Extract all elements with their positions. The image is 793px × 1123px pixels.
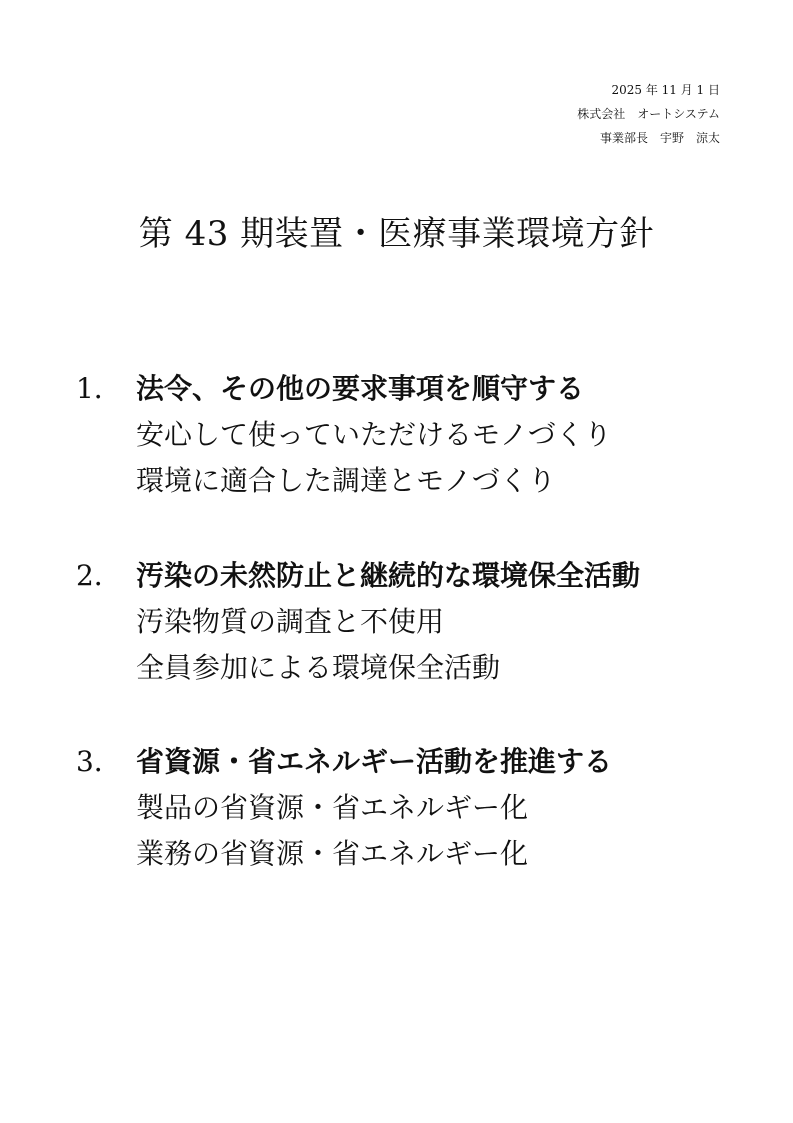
policy-item: 製品の省資源・省エネルギー化	[136, 791, 529, 824]
page-title: 第 43 期装置・医療事業環境方針	[138, 214, 655, 254]
policy-number: 3．	[76, 745, 122, 778]
policy-heading-text: 法令、その他の要求事項を順守する	[136, 372, 585, 405]
policy-number: 1．	[76, 372, 122, 405]
policy-item: 全員参加による環境保全活動	[136, 651, 501, 684]
policy-number: 2．	[76, 559, 122, 592]
company-name: 株式会社 オートシステム	[577, 107, 720, 121]
policy-heading	[76, 553, 766, 599]
policy-heading	[76, 366, 766, 412]
policy-item: 安心して使っていただけるモノづくり	[136, 418, 612, 451]
policy-section-1	[76, 366, 766, 504]
policy-section-2	[76, 553, 766, 691]
author-name: 事業部長 宇野 涼太	[599, 131, 720, 145]
policy-item: 汚染物質の調査と不使用	[136, 605, 445, 638]
document-header	[577, 78, 720, 150]
policy-heading	[76, 739, 766, 785]
policy-heading-text: 省資源・省エネルギー活動を推進する	[136, 745, 613, 778]
policy-item: 環境に適合した調達とモノづくり	[136, 464, 556, 497]
policy-heading-text: 汚染の未然防止と継続的な環境保全活動	[136, 559, 641, 592]
policy-section-3	[76, 739, 766, 877]
issue-date: 2025 年 11 月 1 日	[611, 83, 720, 97]
policy-item: 業務の省資源・省エネルギー化	[136, 837, 529, 870]
